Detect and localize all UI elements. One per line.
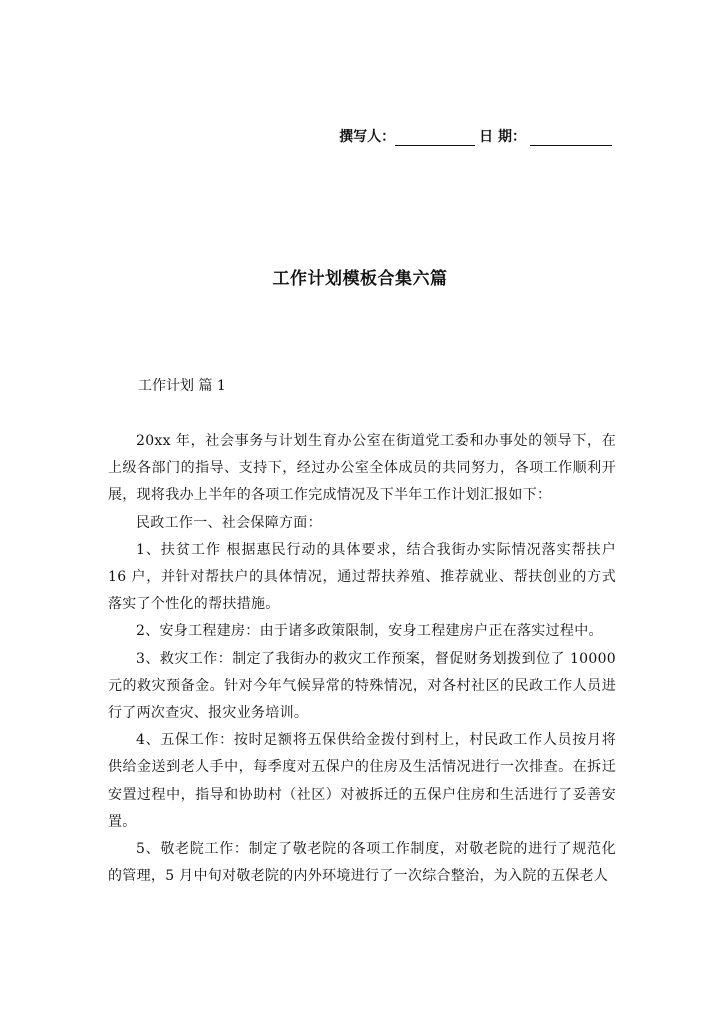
body-text xyxy=(108,428,616,890)
date-label: 日 期： xyxy=(479,129,526,145)
author-date-line xyxy=(339,126,612,146)
paragraph: 20xx 年，社会事务与计划生育办公室在街道党工委和办事处的领导下，在上级各部门的指导、支持下，经过办公室全体成员的共同努力，各项工作顺利开展，现将我办上半年的各项工作完成情况及下半年工作计划汇报如下： xyxy=(108,433,616,504)
author-label: 撰写人： xyxy=(339,129,396,145)
date-blank xyxy=(530,130,612,146)
paragraph: 2、安身工程建房：由于诸多政策限制，安身工程建房户正在落实过程中。 xyxy=(136,623,603,640)
paragraph: 3、救灾工作：制定了我街办的救灾工作预案，督促财务划拨到位了 10000 元的救灾预备金。针对今年气候异常的特殊情况，对各村社区的民政工作人员进行了两次查灾、报灾业务培训。 xyxy=(108,650,616,722)
author-blank xyxy=(395,130,475,146)
paragraph: 5、敬老院工作：制定了敬老院的各项工作制度，对敬老院的进行了规范化的管理，5 月中旬对敬老院的内外环境进行了一次综合整治，为入院的五保老人 xyxy=(108,841,616,885)
document-title: 工作计划模板合集六篇 xyxy=(272,269,448,289)
paragraph: 民政工作一、社会保障方面： xyxy=(136,514,322,531)
paragraph: 1、扶贫工作 根据惠民行动的具体要求，结合我街办实际情况落实帮扶户 16 户，并针对帮扶户的具体情况，通过帮扶养殖、推荐就业、帮扶创业的方式落实了个性化的帮扶措施。 xyxy=(108,541,616,613)
paragraph: 4、五保工作：按时足额将五保供给金拨付到村上，村民政工作人员按月将供给金送到老人手中，每季度对五保户的住房及生活情况进行一次排查。在拆迁安置过程中，指导和协助村（社区）对被拆迁的五保户住房和生活进行了妥善安置。 xyxy=(108,732,616,830)
section-subtitle: 工作计划 篇 1 xyxy=(138,378,226,394)
